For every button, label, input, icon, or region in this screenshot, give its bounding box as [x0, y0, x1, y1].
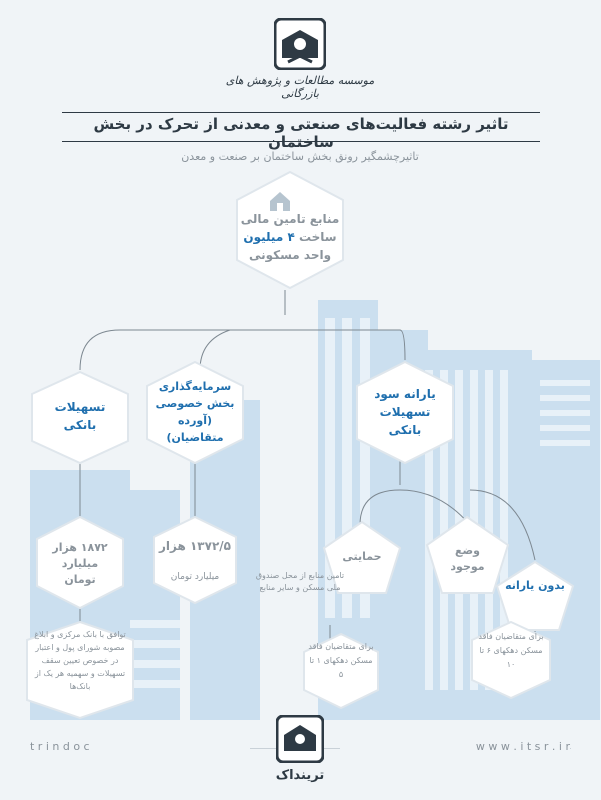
house-icon [268, 190, 292, 212]
org-name: موسسه مطالعات و پژوهش های بازرگانی [225, 74, 375, 100]
root-line1: منابع تامین مالی [240, 212, 340, 226]
page-title: تاثیر رشته فعالیت‌های صنعتی و معدنی از تحرک در بخش ساختمان [93, 115, 509, 151]
middle-value-node [152, 515, 238, 605]
nosub-title: بدون یارانه [505, 579, 565, 592]
root-line2: ساخت ۴ میلیون [243, 230, 337, 244]
nosub-target: برای متقاضیان فاقد مسکن دهکهای ۶ تا ۱۰ [478, 632, 544, 669]
support-title: حمایتی [342, 550, 382, 563]
middle-value: ۱۳۷۲/۵ هزار [159, 539, 231, 553]
footer-left-url[interactable]: t r i n d o c [30, 740, 250, 753]
trindoc-logo-icon [276, 715, 324, 763]
support-target: برای متقاضیان فاقد مسکن دهکهای ۱ تا ۵ [308, 642, 374, 679]
root-line3: واحد مسکونی [248, 248, 332, 262]
branch-left-title: تسهیلات بانکی [54, 400, 106, 432]
left-value: ۱۸۷۲ هزار میلیارد تومان [52, 541, 108, 586]
left-note: توافق با بانک مرکزی و ابلاغ مصوبه شورای پول و اعتبار در خصوص تعیین سقف تسهیلات و سهمیه هر یک از بانک‌ها [34, 630, 126, 691]
current-title: وضع موجود [450, 544, 485, 573]
branch-right-title: یارانه سود تسهیلات بانکی [374, 387, 436, 437]
org-logo-icon [274, 18, 326, 70]
branch-middle-title: سرمایه‌گذاری بخش خصوصی (آورده متقاضیان) [155, 380, 235, 444]
middle-unit: میلیارد تومان [170, 572, 220, 582]
support-desc: تامین منابع از محل صندوق ملی مسکن و سایر منابع [255, 571, 345, 592]
footer-right-url[interactable]: w w w . i t s r . i r [340, 740, 570, 753]
footer-brand: ترینداک [275, 768, 325, 783]
page-subtitle: تاثیرچشمگیر رونق بخش ساختمان بر صنعت و معدن [181, 150, 419, 163]
